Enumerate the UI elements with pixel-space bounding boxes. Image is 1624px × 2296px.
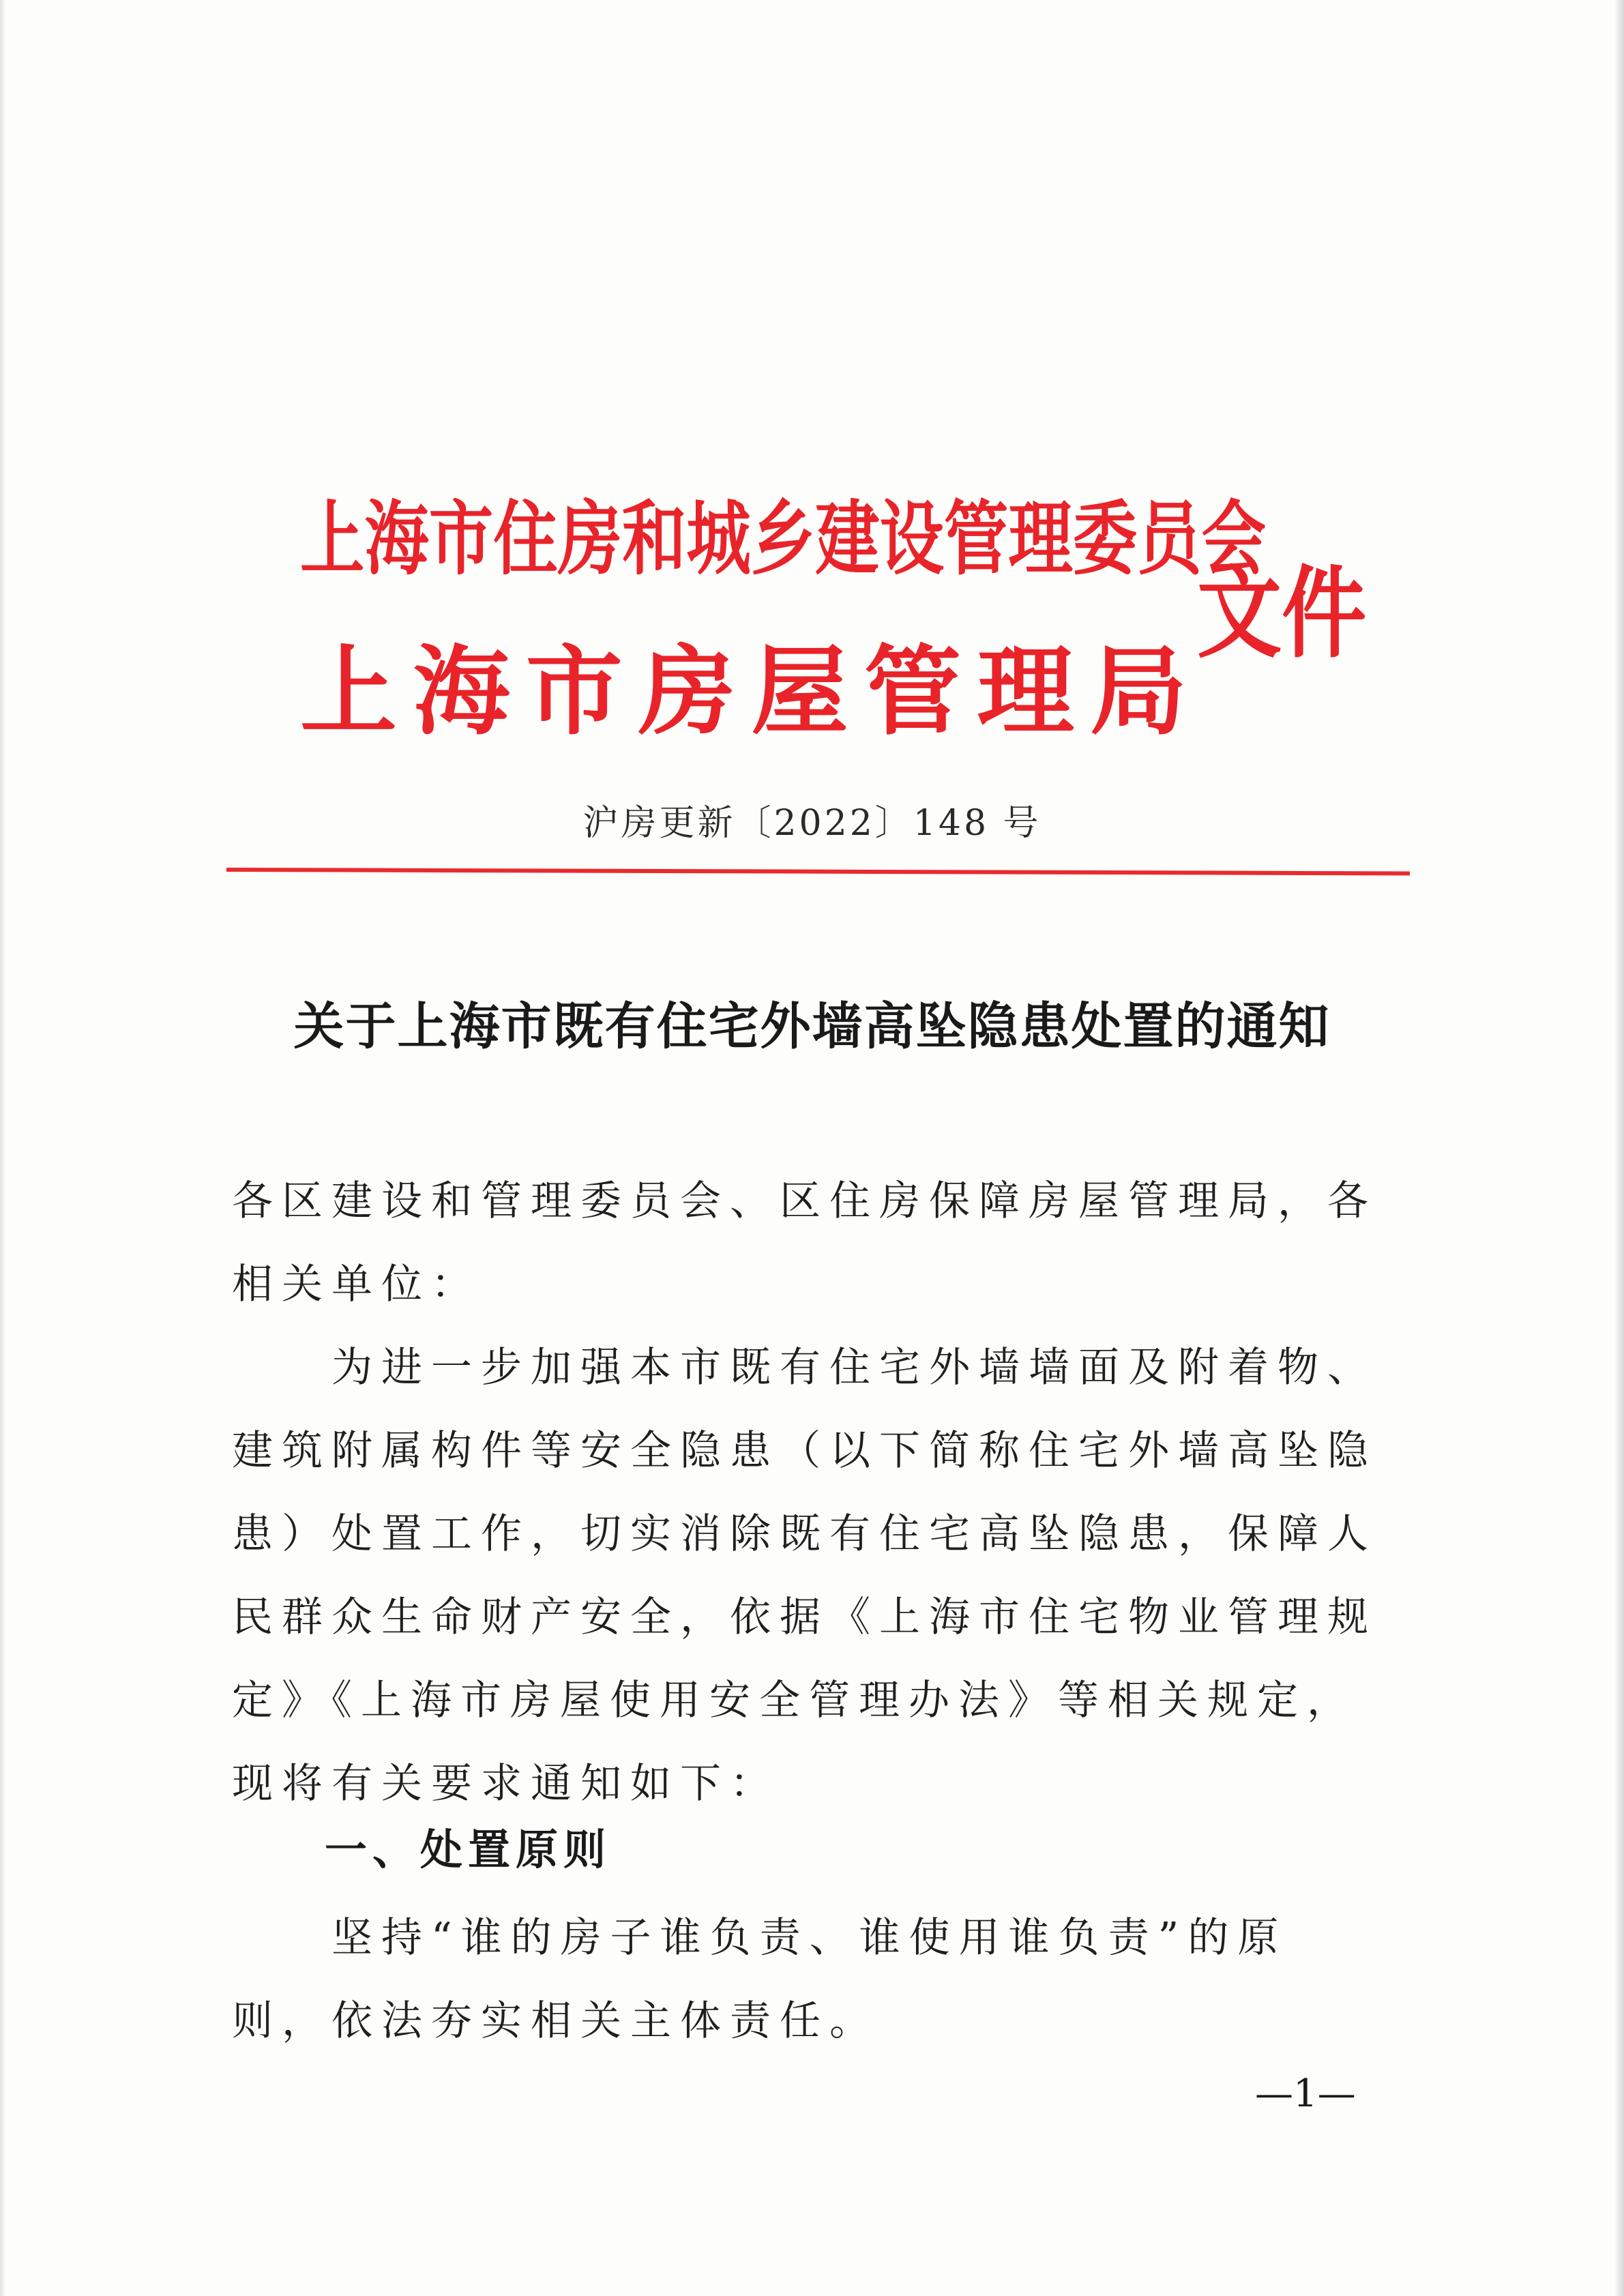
section-heading-1: 一、处置原则 xyxy=(325,1825,612,1874)
paragraph-1-text: 为进一步加强本市既有住宅外墙墙面及附着物、建筑附属构件等安全隐患（以下简称住宅外墙高坠隐患）处置工作，切实消除既有住宅高坠隐患，保障人民群众生命财产安全，依据《上海市住宅物业管理规定》《上海市房屋使用安全管理办法》等相关规定，现将有关要求通知如下： xyxy=(232,1344,1377,1808)
salutation xyxy=(232,1160,1378,1326)
issuer-line-2-char: 市 xyxy=(525,636,623,748)
document-suffix: 文件 xyxy=(1197,556,1367,672)
paragraph-2-text: 坚持“谁的房子谁负责、谁使用谁负责”的原则，依法夯实相关主体责任。 xyxy=(232,1914,1288,2045)
issuer-line-2-char: 房 xyxy=(638,636,736,748)
issuer-line-2-char: 管 xyxy=(864,636,962,748)
salutation-text: 各区建设和管理委员会、区住房保障房屋管理局，各相关单位： xyxy=(232,1177,1377,1308)
issuer-line-2-char: 海 xyxy=(413,636,510,748)
body-paragraph-1 xyxy=(232,1326,1378,1825)
issuer-line-2-char: 屋 xyxy=(751,636,848,748)
issuer-line-1: 上海市住房和城乡建设管理委员会 xyxy=(300,492,1267,586)
page-number: —1— xyxy=(1255,2072,1356,2116)
issuer-line-2 xyxy=(300,636,1187,748)
scan-edge-right xyxy=(1614,0,1624,2296)
issuer-line-2-char: 局 xyxy=(1089,636,1187,748)
issuer-line-2-char: 理 xyxy=(977,636,1074,748)
issuer-line-2-char: 上 xyxy=(300,636,397,748)
document-title: 关于上海市既有住宅外墙高坠隐患处置的通知 xyxy=(293,997,1331,1056)
body-paragraph-2 xyxy=(232,1896,1378,2063)
document-number: 沪房更新〔2022〕148 号 xyxy=(582,803,1042,844)
scan-edge-left xyxy=(0,0,5,2296)
red-divider-line xyxy=(226,868,1410,875)
